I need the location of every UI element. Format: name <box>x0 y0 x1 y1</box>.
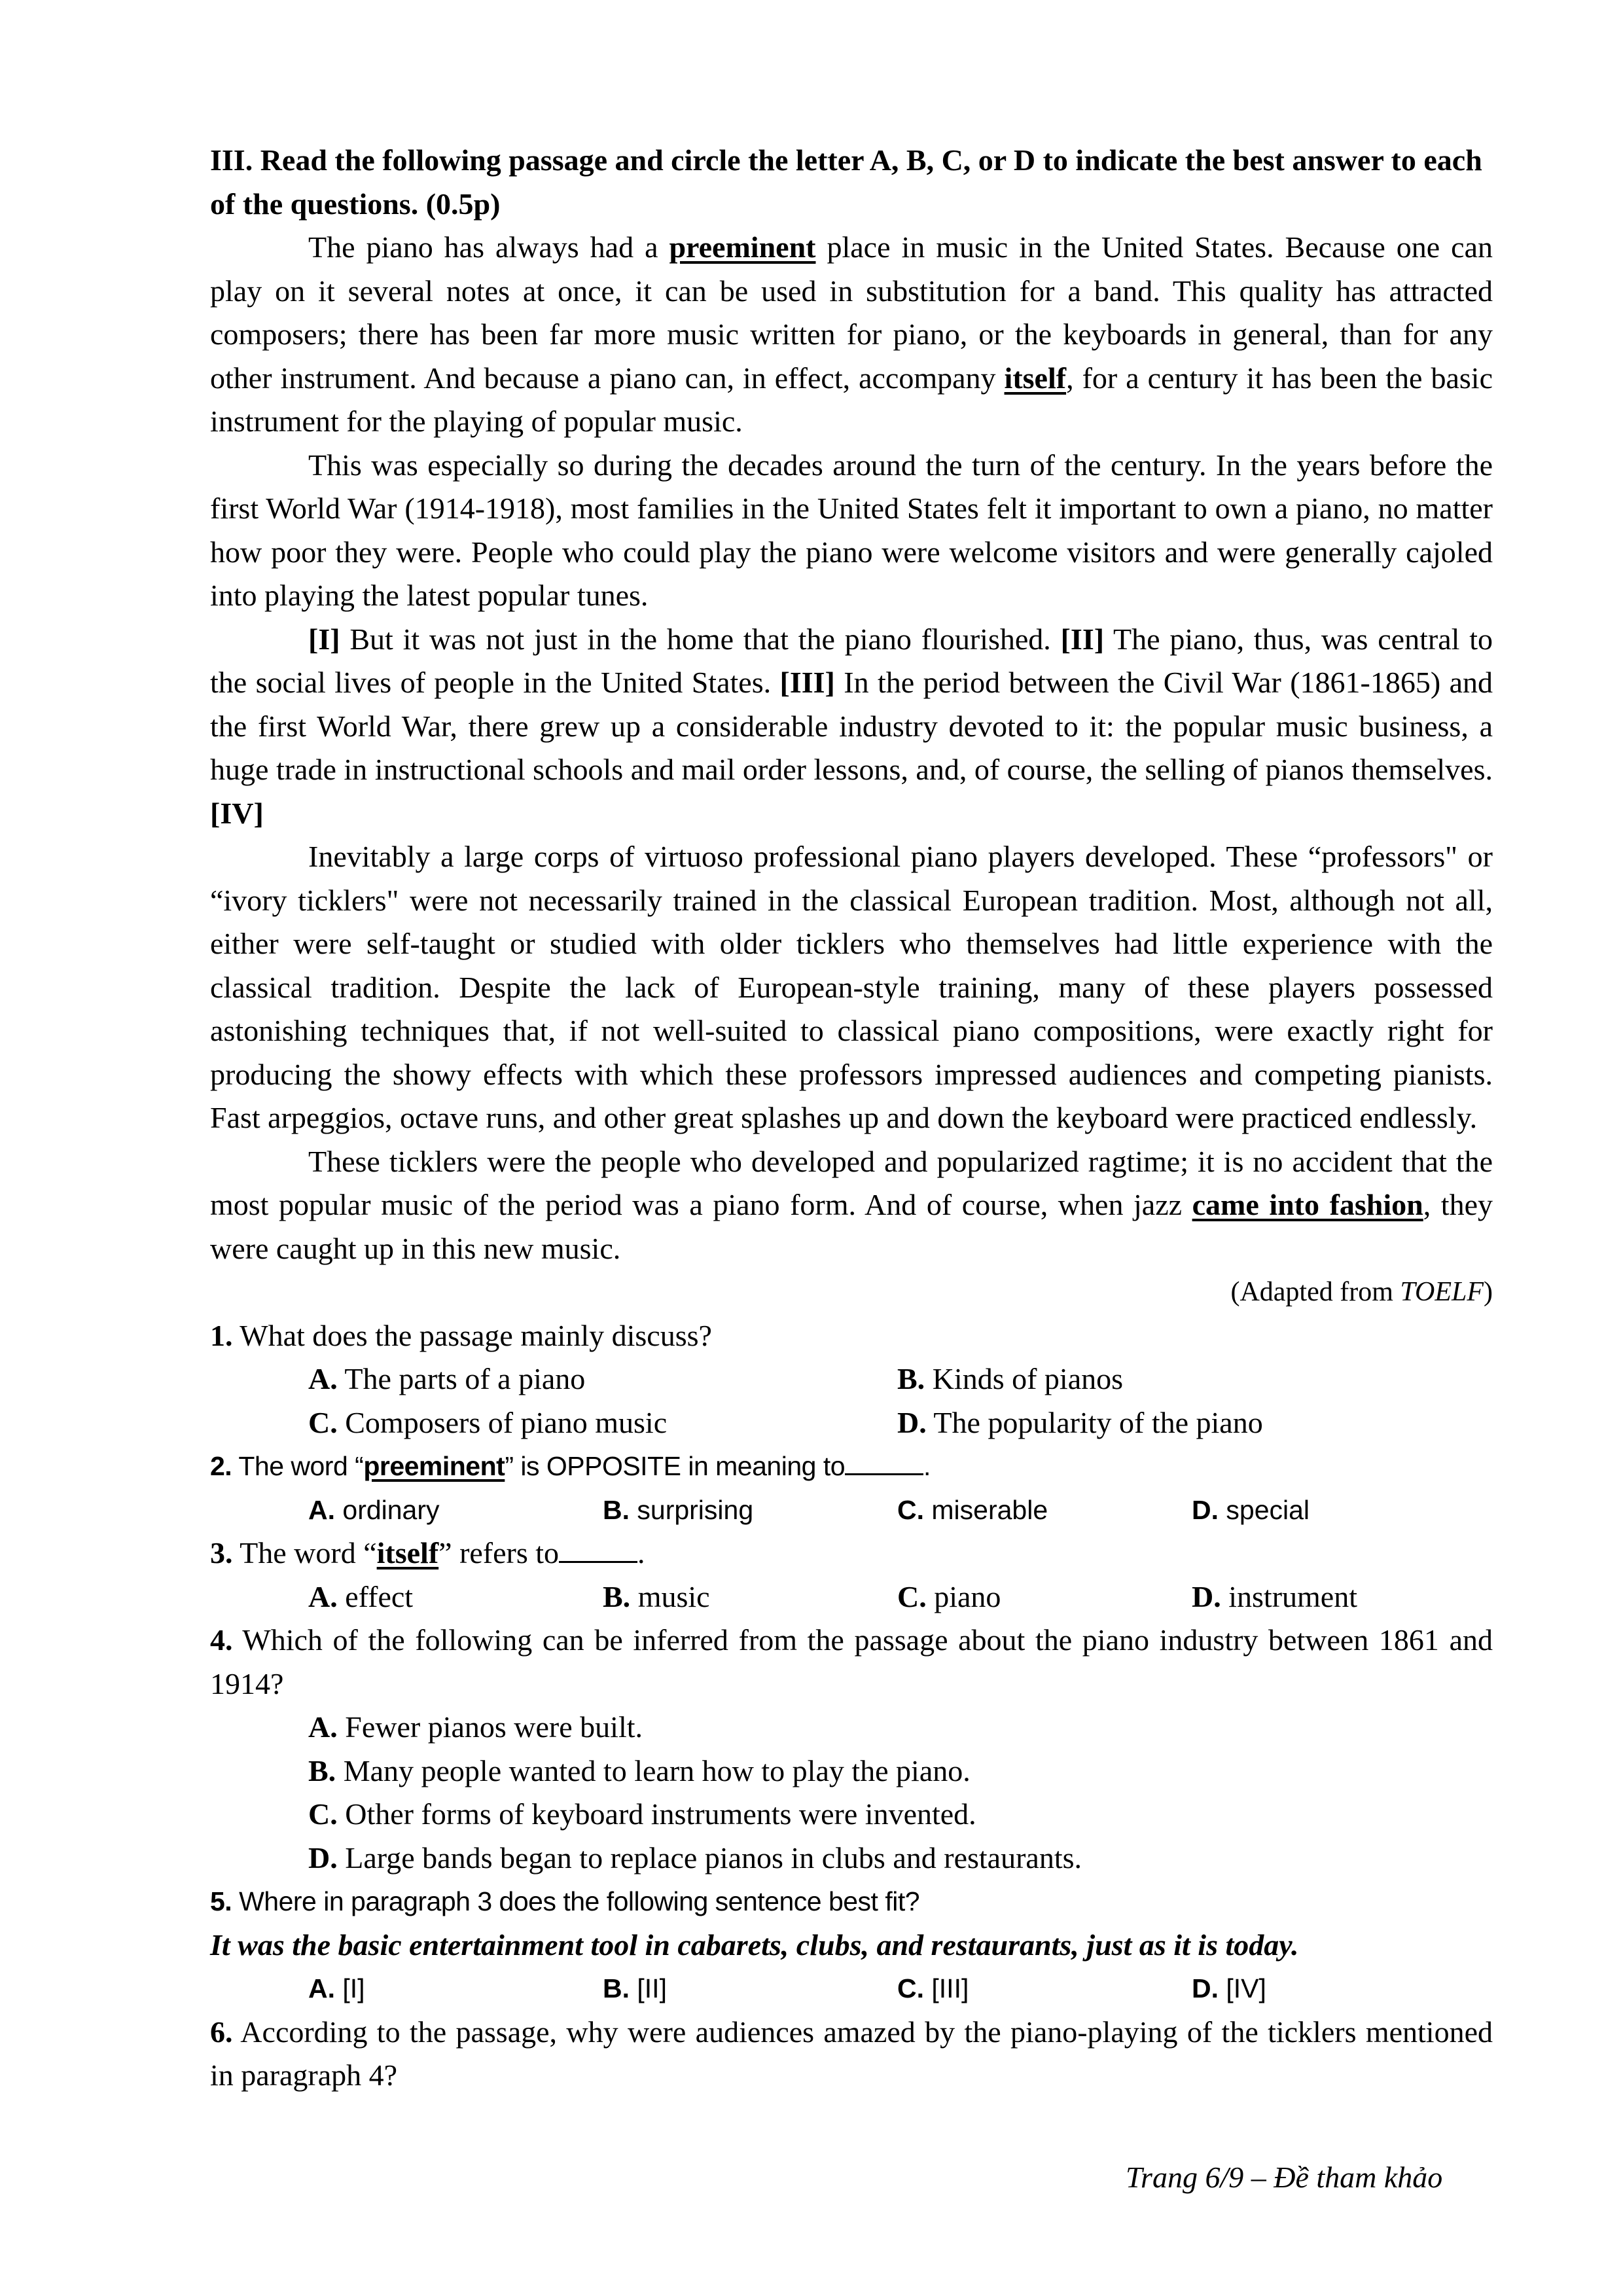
option-d[interactable] <box>897 1401 1486 1445</box>
text: These ticklers were the people who developed and popularized ragtime; it is no accident that the most popular music of the period was a piano form. And of course, when jazz <box>210 1144 1493 1221</box>
option-c[interactable] <box>897 1488 1192 1532</box>
option-letter: C. <box>897 1973 924 2003</box>
question-3-options <box>210 1575 1493 1619</box>
option-text: Large bands began to replace pianos in clubs and restaurants. <box>337 1840 1082 1874</box>
question-5 <box>210 1880 1493 1924</box>
insert-marker-2: [II] <box>1060 622 1105 656</box>
option-d[interactable] <box>1192 1488 1486 1532</box>
option-a[interactable] <box>308 1488 603 1532</box>
option-text: miserable <box>924 1494 1048 1525</box>
question-1-options <box>210 1357 1493 1444</box>
exam-page <box>210 139 1493 2098</box>
option-c[interactable] <box>897 1575 1192 1619</box>
question-2 <box>210 1444 1493 1488</box>
option-a[interactable] <box>308 1357 897 1401</box>
passage-source <box>210 1270 1493 1314</box>
option-letter: D. <box>1192 1973 1219 2003</box>
question-4-option-a[interactable] <box>210 1706 1493 1749</box>
passage-paragraph-1 <box>210 226 1493 444</box>
question-2-options <box>210 1488 1493 1532</box>
text: , they were caught up in this new music. <box>210 1188 1493 1265</box>
option-letter: D. <box>1192 1579 1221 1613</box>
question-text: What does the passage mainly discuss? <box>232 1318 712 1352</box>
underlined-word: preeminent <box>363 1451 505 1481</box>
section-heading: III. Read the following passage and circle the letter A, B, C, or D to indicate the best answer to each of the questions. (0.5p) <box>210 143 1482 221</box>
text: , for a century it has been the basic instrument for the playing of popular music. <box>210 361 1493 438</box>
option-letter: A. <box>308 1579 338 1613</box>
insert-marker-4: [IV] <box>210 796 264 830</box>
option-text: surprising <box>630 1494 754 1525</box>
question-6 <box>210 2011 1493 2098</box>
question-5-options <box>210 1967 1493 2011</box>
option-text: special <box>1219 1494 1310 1525</box>
text: place in music in the United States. Because one can play on it several notes at once, it can be used in substitution for a band. This quality has attracted composers; there has been far more music written for piano, or the keyboards in general, than for any other instrument. And because a piano can, in effect, accompany <box>210 230 1493 395</box>
question-4-option-b[interactable] <box>210 1749 1493 1793</box>
underlined-phrase-came-into-fashion: came into fashion <box>1192 1188 1423 1221</box>
option-text: [I] <box>335 1973 365 2003</box>
option-text: instrument <box>1221 1579 1357 1613</box>
question-number: 1. <box>210 1318 233 1352</box>
option-letter: C. <box>308 1797 338 1831</box>
sentence-to-insert: It was the basic entertainment tool in cabarets, clubs, and restaurants, just as it is today. <box>210 1928 1299 1962</box>
question-number: 5. <box>210 1886 232 1916</box>
option-letter: D. <box>308 1840 338 1874</box>
option-text: Composers of piano music <box>337 1405 668 1439</box>
question-1 <box>210 1314 1493 1358</box>
source-title: TOELF <box>1400 1277 1484 1307</box>
option-text: Other forms of keyboard instruments were invented. <box>337 1797 976 1831</box>
option-text: [II] <box>630 1973 667 2003</box>
question-number: 2. <box>210 1451 232 1481</box>
text: In the period between the Civil War (1861-1865) and the first World War, there grew up a considerable industry devoted to it: the popular music business, a huge trade in instructional schools and mail order lessons, and, of course, the selling of pianos themselves. <box>210 666 1493 786</box>
passage-paragraph-2: This was especially so during the decades around the turn of the century. In the years before the first World War (1914-1918), most families in the United States felt it important to own a piano, no matter how poor they were. People who could play the piano were welcome visitors and were generally cajoled into playing the latest popular tunes. <box>210 448 1493 612</box>
question-text: The word “ <box>232 1451 364 1481</box>
option-d[interactable] <box>1192 1967 1486 2011</box>
question-text: ” is OPPOSITE in meaning to <box>505 1451 846 1481</box>
option-letter: B. <box>897 1362 925 1395</box>
underlined-word: itself <box>376 1536 439 1570</box>
passage-paragraph-4: Inevitably a large corps of virtuoso professional piano players developed. These “professors" or “ivory ticklers" were not necessarily trained in the classical European tradition. Most, although not all, either were self-taught or studied with older ticklers who themselves had little experience with the classical tradition. Despite the lack of European-style training, many of these players possessed astonishing techniques that, if not well-suited to classical piano compositions, were exactly right for producing the showy effects with which these professors impressed audiences and competing pianists. Fast arpeggios, octave runs, and other great splashes up and down the keyboard were practiced endlessly. <box>210 840 1493 1134</box>
underlined-word-itself: itself <box>1004 361 1067 395</box>
option-letter: C. <box>897 1494 924 1525</box>
question-4-option-d[interactable] <box>210 1837 1493 1880</box>
option-text: Kinds of pianos <box>925 1362 1124 1395</box>
question-4 <box>210 1619 1493 1706</box>
option-letter: A. <box>308 1362 338 1395</box>
option-text: effect <box>337 1579 414 1613</box>
option-c[interactable] <box>308 1401 897 1445</box>
insert-marker-3: [III] <box>779 666 835 699</box>
passage-paragraph-5 <box>210 1140 1493 1271</box>
insert-marker-1: [I] <box>308 622 340 656</box>
option-letter: A. <box>308 1973 335 2003</box>
option-text: The popularity of the piano <box>926 1405 1263 1439</box>
option-b[interactable] <box>897 1357 1486 1401</box>
option-d[interactable] <box>1192 1575 1486 1619</box>
option-text: music <box>630 1579 710 1613</box>
question-text: Where in paragraph 3 does the following sentence best fit? <box>232 1886 920 1916</box>
option-letter: B. <box>603 1579 631 1613</box>
option-letter: C. <box>308 1405 338 1439</box>
question-number: 3. <box>210 1536 233 1570</box>
option-letter: D. <box>897 1405 927 1439</box>
option-text: [IV] <box>1219 1973 1266 2003</box>
option-letter: C. <box>897 1579 927 1613</box>
text: (Adapted from <box>1230 1277 1400 1307</box>
option-a[interactable] <box>308 1967 603 2011</box>
answer-blank <box>845 1448 923 1475</box>
option-letter: B. <box>603 1494 630 1525</box>
option-letter: B. <box>603 1973 630 2003</box>
question-text: ” refers to <box>438 1536 560 1570</box>
option-text: Many people wanted to learn how to play the piano. <box>336 1753 971 1787</box>
option-text: ordinary <box>335 1494 440 1525</box>
option-b[interactable] <box>603 1575 897 1619</box>
option-text: [III] <box>924 1973 969 2003</box>
option-text: The parts of a piano <box>337 1362 586 1395</box>
question-3 <box>210 1532 1493 1575</box>
question-number: 4. <box>210 1623 233 1657</box>
question-text: Which of the following can be inferred from the passage about the piano industry between 1861 and 1914? <box>210 1623 1493 1700</box>
text: But it was not just in the home that the piano flourished. <box>340 622 1061 656</box>
question-text: . <box>923 1451 931 1481</box>
option-letter: A. <box>308 1494 335 1525</box>
page-footer: Trang 6/9 – Đề tham khảo <box>1126 2161 1443 2194</box>
option-letter: B. <box>308 1753 336 1787</box>
text: ) <box>1484 1277 1493 1307</box>
question-text: . <box>637 1536 645 1570</box>
answer-blank <box>559 1536 637 1563</box>
passage-paragraph-3 <box>210 618 1493 836</box>
option-b[interactable] <box>603 1967 897 2011</box>
option-b[interactable] <box>603 1488 897 1532</box>
option-text: piano <box>926 1579 1001 1613</box>
question-text: The word “ <box>232 1536 377 1570</box>
question-text: According to the passage, why were audiences amazed by the piano-playing of the ticklers mentioned in paragraph 4? <box>210 2015 1493 2092</box>
text: The piano, thus, was central to the social lives of people in the United States. <box>210 622 1493 699</box>
question-number: 6. <box>210 2015 233 2049</box>
option-letter: D. <box>1192 1494 1219 1525</box>
option-c[interactable] <box>897 1967 1192 2011</box>
text: The piano has always had a <box>308 230 669 264</box>
underlined-word-preeminent: preeminent <box>669 230 816 264</box>
option-text: Fewer pianos were built. <box>337 1710 643 1744</box>
option-a[interactable] <box>308 1575 603 1619</box>
question-4-option-c[interactable] <box>210 1793 1493 1837</box>
option-letter: A. <box>308 1710 338 1744</box>
